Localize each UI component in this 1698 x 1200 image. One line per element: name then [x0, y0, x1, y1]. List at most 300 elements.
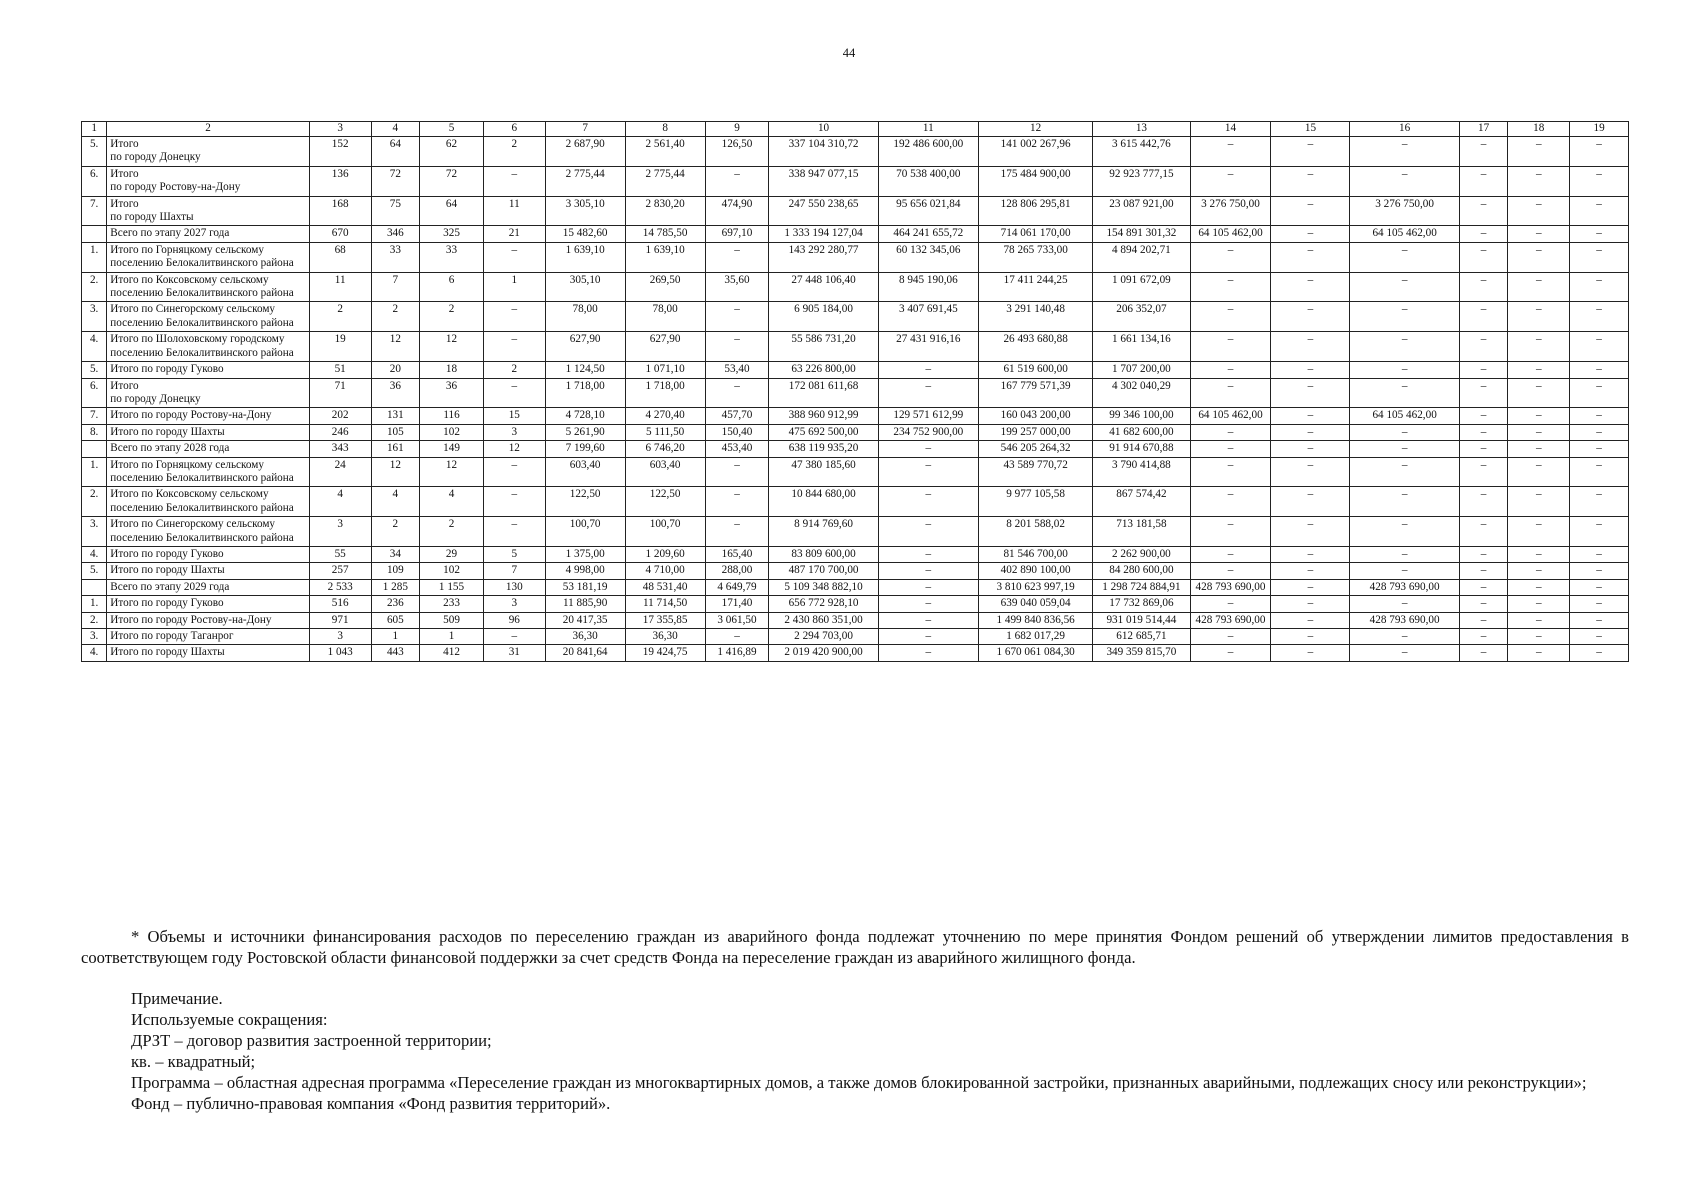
value-cell: –	[1459, 302, 1508, 332]
value-cell: 269,50	[625, 272, 705, 302]
value-cell: –	[705, 457, 769, 487]
value-cell: –	[1570, 332, 1629, 362]
value-cell: 91 914 670,88	[1093, 441, 1190, 457]
value-cell: 2	[309, 302, 371, 332]
value-cell: –	[1508, 226, 1570, 242]
value-cell: 509	[420, 612, 484, 628]
value-cell: 246	[309, 424, 371, 440]
value-cell: 428 793 690,00	[1350, 579, 1459, 595]
value-cell: 346	[371, 226, 420, 242]
value-cell: 1	[420, 629, 484, 645]
value-cell: 70 538 400,00	[878, 166, 978, 196]
value-cell: –	[1350, 242, 1459, 272]
value-cell: –	[1271, 629, 1350, 645]
municipality-cell: Всего по этапу 2028 года	[107, 441, 309, 457]
value-cell: 1 333 194 127,04	[769, 226, 878, 242]
table-row	[82, 487, 1629, 517]
column-header: 7	[545, 122, 625, 137]
value-cell: 412	[420, 645, 484, 661]
row-number-cell: 1.	[82, 242, 107, 272]
value-cell: 1 375,00	[545, 546, 625, 562]
value-cell: 102	[420, 424, 484, 440]
value-cell: 9 977 105,58	[978, 487, 1092, 517]
value-cell: 1 670 061 084,30	[978, 645, 1092, 661]
value-cell: –	[1570, 612, 1629, 628]
value-cell: –	[878, 441, 978, 457]
value-cell: 8 201 588,02	[978, 517, 1092, 547]
value-cell: 5 109 348 882,10	[769, 579, 878, 595]
row-number-cell: 3.	[82, 302, 107, 332]
value-cell: 7	[483, 563, 545, 579]
municipality-cell: Итого по городу Гуково	[107, 596, 309, 612]
table-row	[82, 362, 1629, 378]
value-cell: 2 687,90	[545, 137, 625, 167]
value-cell: 1 124,50	[545, 362, 625, 378]
value-cell: –	[1350, 629, 1459, 645]
value-cell: 130	[483, 579, 545, 595]
value-cell: 55 586 731,20	[769, 332, 878, 362]
row-number-cell: 6.	[82, 166, 107, 196]
value-cell: –	[705, 166, 769, 196]
column-header: 5	[420, 122, 484, 137]
value-cell: –	[705, 629, 769, 645]
row-number-cell: 1.	[82, 457, 107, 487]
row-number-cell: 1.	[82, 596, 107, 612]
value-cell: –	[1570, 226, 1629, 242]
value-cell: 713 181,58	[1093, 517, 1190, 547]
value-cell: 109	[371, 563, 420, 579]
value-cell: –	[1271, 272, 1350, 302]
value-cell: –	[1508, 629, 1570, 645]
value-cell: –	[1508, 563, 1570, 579]
value-cell: 443	[371, 645, 420, 661]
municipality-cell: Итого по Коксовскому сельскому поселению Белокалитвинского района	[107, 487, 309, 517]
value-cell: 11 885,90	[545, 596, 625, 612]
municipality-cell: Итого по городу Ростову-на-Дону	[107, 408, 309, 424]
value-cell: 1	[371, 629, 420, 645]
footnote: * Объемы и источники финансирования расходов по переселению граждан из аварийного фонда подлежат уточнению по мере принятия Фондом решений об утверждении лимитов предоставления в соответствующем году Ростовской области финансовой поддержки за счет средств Фонда на переселение граждан из аварийного жилищного фонда.	[81, 927, 1629, 967]
column-header: 15	[1271, 122, 1350, 137]
value-cell: –	[1570, 563, 1629, 579]
value-cell: –	[878, 612, 978, 628]
table-row	[82, 408, 1629, 424]
value-cell: 34	[371, 546, 420, 562]
table-row	[82, 242, 1629, 272]
value-cell: 15 482,60	[545, 226, 625, 242]
value-cell: –	[1570, 424, 1629, 440]
value-cell: –	[1459, 441, 1508, 457]
table-row	[82, 457, 1629, 487]
value-cell: –	[1570, 272, 1629, 302]
column-header: 16	[1350, 122, 1459, 137]
value-cell: 2	[420, 302, 484, 332]
row-number-cell: 6.	[82, 378, 107, 408]
value-cell: 27 431 916,16	[878, 332, 978, 362]
value-cell: 36,30	[625, 629, 705, 645]
value-cell: 36	[420, 378, 484, 408]
abbreviation-item: кв. – квадратный;	[131, 1052, 256, 1071]
municipality-cell: Итого по городу Ростову-на-Дону	[107, 612, 309, 628]
value-cell: –	[1459, 242, 1508, 272]
value-cell: 63 226 800,00	[769, 362, 878, 378]
value-cell: 2 019 420 900,00	[769, 645, 878, 661]
table-row	[82, 517, 1629, 547]
value-cell: 7	[371, 272, 420, 302]
value-cell: –	[1350, 441, 1459, 457]
value-cell: –	[1350, 378, 1459, 408]
value-cell: –	[705, 517, 769, 547]
value-cell: –	[1350, 166, 1459, 196]
value-cell: –	[878, 378, 978, 408]
value-cell: –	[1271, 563, 1350, 579]
value-cell: –	[1570, 546, 1629, 562]
value-cell: 257	[309, 563, 371, 579]
value-cell: –	[1508, 441, 1570, 457]
value-cell: 92 923 777,15	[1093, 166, 1190, 196]
row-number-cell: 4.	[82, 645, 107, 661]
value-cell: –	[1459, 378, 1508, 408]
value-cell: –	[1508, 645, 1570, 661]
value-cell: 4 894 202,71	[1093, 242, 1190, 272]
table-row	[82, 272, 1629, 302]
table-row	[82, 302, 1629, 332]
table-row	[82, 612, 1629, 628]
value-cell: –	[1508, 272, 1570, 302]
value-cell: 99 346 100,00	[1093, 408, 1190, 424]
column-header: 1	[82, 122, 107, 137]
value-cell: –	[1271, 226, 1350, 242]
value-cell: 1 155	[420, 579, 484, 595]
value-cell: 714 061 170,00	[978, 226, 1092, 242]
value-cell: 172 081 611,68	[769, 378, 878, 408]
value-cell: 6 905 184,00	[769, 302, 878, 332]
column-header: 11	[878, 122, 978, 137]
value-cell: –	[1271, 546, 1350, 562]
value-cell: –	[878, 362, 978, 378]
value-cell: –	[1271, 487, 1350, 517]
value-cell: –	[1271, 332, 1350, 362]
value-cell: –	[1190, 137, 1271, 167]
value-cell: 1 707 200,00	[1093, 362, 1190, 378]
value-cell: 100,70	[545, 517, 625, 547]
value-cell: –	[1570, 362, 1629, 378]
table-row	[82, 629, 1629, 645]
value-cell: –	[1459, 629, 1508, 645]
row-number-cell	[82, 579, 107, 595]
municipality-cell: Итого по Горняцкому сельскому поселению Белокалитвинского района	[107, 242, 309, 272]
municipality-cell: Итого по городу Ростову-на-Дону	[107, 166, 309, 196]
value-cell: 234 752 900,00	[878, 424, 978, 440]
value-cell: 47 380 185,60	[769, 457, 878, 487]
value-cell: –	[1508, 166, 1570, 196]
municipality-cell: Итого по Синегорскому сельскому поселению Белокалитвинского района	[107, 302, 309, 332]
value-cell: 474,90	[705, 196, 769, 226]
value-cell: 1 682 017,29	[978, 629, 1092, 645]
value-cell: –	[1570, 242, 1629, 272]
value-cell: –	[483, 457, 545, 487]
value-cell: –	[1271, 612, 1350, 628]
table-row	[82, 441, 1629, 457]
value-cell: –	[1570, 596, 1629, 612]
value-cell: 11	[309, 272, 371, 302]
value-cell: 167 779 571,39	[978, 378, 1092, 408]
value-cell: 19	[309, 332, 371, 362]
value-cell: 1 499 840 836,56	[978, 612, 1092, 628]
value-cell: 475 692 500,00	[769, 424, 878, 440]
value-cell: 141 002 267,96	[978, 137, 1092, 167]
value-cell: –	[878, 563, 978, 579]
value-cell: –	[1190, 457, 1271, 487]
value-cell: 3 615 442,76	[1093, 137, 1190, 167]
value-cell: –	[1190, 272, 1271, 302]
value-cell: –	[1190, 441, 1271, 457]
value-cell: –	[1570, 166, 1629, 196]
value-cell: 2 262 900,00	[1093, 546, 1190, 562]
value-cell: 152	[309, 137, 371, 167]
value-cell: –	[1459, 579, 1508, 595]
value-cell: 8 945 190,06	[878, 272, 978, 302]
row-number-cell: 4.	[82, 332, 107, 362]
value-cell: 3	[483, 596, 545, 612]
value-cell: –	[1350, 424, 1459, 440]
value-cell: 51	[309, 362, 371, 378]
value-cell: –	[483, 302, 545, 332]
value-cell: 14 785,50	[625, 226, 705, 242]
value-cell: –	[1350, 645, 1459, 661]
value-cell: –	[1570, 137, 1629, 167]
value-cell: 627,90	[545, 332, 625, 362]
value-cell: –	[705, 487, 769, 517]
table-row	[82, 579, 1629, 595]
value-cell: 116	[420, 408, 484, 424]
value-cell: 4	[420, 487, 484, 517]
value-cell: 453,40	[705, 441, 769, 457]
value-cell: 36,30	[545, 629, 625, 645]
value-cell: 2 294 703,00	[769, 629, 878, 645]
municipality-cell: Итого по городу Донецку	[107, 378, 309, 408]
value-cell: –	[483, 242, 545, 272]
value-cell: –	[1570, 378, 1629, 408]
value-cell: –	[1459, 612, 1508, 628]
value-cell: 2	[483, 137, 545, 167]
value-cell: 487 170 700,00	[769, 563, 878, 579]
value-cell: 27 448 106,40	[769, 272, 878, 302]
value-cell: 78,00	[625, 302, 705, 332]
row-number-cell: 2.	[82, 272, 107, 302]
value-cell: 202	[309, 408, 371, 424]
value-cell: 100,70	[625, 517, 705, 547]
value-cell: –	[1271, 596, 1350, 612]
row-number-cell: 5.	[82, 362, 107, 378]
row-number-cell: 2.	[82, 612, 107, 628]
abbreviations-list	[81, 1030, 1629, 1114]
value-cell: –	[1350, 457, 1459, 487]
value-cell: 5 111,50	[625, 424, 705, 440]
value-cell: 305,10	[545, 272, 625, 302]
value-cell: 1 639,10	[625, 242, 705, 272]
value-cell: –	[1350, 332, 1459, 362]
value-cell: 5 261,90	[545, 424, 625, 440]
value-cell: 4 302 040,29	[1093, 378, 1190, 408]
value-cell: –	[1570, 457, 1629, 487]
table-header	[82, 122, 1629, 137]
value-cell: 516	[309, 596, 371, 612]
value-cell: –	[483, 629, 545, 645]
table-row	[82, 196, 1629, 226]
column-header: 8	[625, 122, 705, 137]
value-cell: –	[1459, 517, 1508, 547]
value-cell: 43 589 770,72	[978, 457, 1092, 487]
municipality-cell: Итого по городу Шахты	[107, 645, 309, 661]
value-cell: –	[878, 546, 978, 562]
value-cell: 5	[483, 546, 545, 562]
municipality-cell: Итого по Коксовскому сельскому поселению Белокалитвинского района	[107, 272, 309, 302]
table-row	[82, 332, 1629, 362]
value-cell: –	[1508, 378, 1570, 408]
value-cell: –	[1570, 196, 1629, 226]
value-cell: 2 830,20	[625, 196, 705, 226]
value-cell: 4	[309, 487, 371, 517]
value-cell: 55	[309, 546, 371, 562]
row-number-cell: 3.	[82, 517, 107, 547]
value-cell: 3 061,50	[705, 612, 769, 628]
municipality-cell: Всего по этапу 2029 года	[107, 579, 309, 595]
value-cell: 31	[483, 645, 545, 661]
value-cell: 697,10	[705, 226, 769, 242]
value-cell: 20 841,64	[545, 645, 625, 661]
value-cell: 12	[420, 332, 484, 362]
value-cell: 36	[371, 378, 420, 408]
value-cell: 7 199,60	[545, 441, 625, 457]
column-header: 18	[1508, 122, 1570, 137]
value-cell: –	[878, 629, 978, 645]
table-row	[82, 378, 1629, 408]
value-cell: –	[1459, 196, 1508, 226]
value-cell: –	[483, 487, 545, 517]
value-cell: 199 257 000,00	[978, 424, 1092, 440]
municipality-cell: Итого по городу Таганрог	[107, 629, 309, 645]
value-cell: –	[1350, 563, 1459, 579]
value-cell: 71	[309, 378, 371, 408]
value-cell: 192 486 600,00	[878, 137, 978, 167]
value-cell: –	[1459, 137, 1508, 167]
value-cell: 656 772 928,10	[769, 596, 878, 612]
value-cell: 83 809 600,00	[769, 546, 878, 562]
row-number-cell: 7.	[82, 408, 107, 424]
value-cell: 2 430 860 351,00	[769, 612, 878, 628]
value-cell: 3	[483, 424, 545, 440]
value-cell: 428 793 690,00	[1190, 612, 1271, 628]
value-cell: –	[1190, 362, 1271, 378]
value-cell: 236	[371, 596, 420, 612]
column-header: 19	[1570, 122, 1629, 137]
value-cell: 61 519 600,00	[978, 362, 1092, 378]
value-cell: –	[878, 579, 978, 595]
value-cell: –	[1271, 579, 1350, 595]
row-number-cell: 4.	[82, 546, 107, 562]
value-cell: 3	[309, 517, 371, 547]
notes-section	[81, 926, 1629, 1114]
value-cell: –	[1570, 487, 1629, 517]
value-cell: –	[1459, 272, 1508, 302]
value-cell: 122,50	[625, 487, 705, 517]
value-cell: 1 285	[371, 579, 420, 595]
value-cell: 12	[420, 457, 484, 487]
table-row	[82, 546, 1629, 562]
table-row	[82, 645, 1629, 661]
column-header: 3	[309, 122, 371, 137]
value-cell: 168	[309, 196, 371, 226]
value-cell: 84 280 600,00	[1093, 563, 1190, 579]
value-cell: –	[1350, 302, 1459, 332]
value-cell: 288,00	[705, 563, 769, 579]
value-cell: –	[705, 242, 769, 272]
value-cell: 3 276 750,00	[1350, 196, 1459, 226]
value-cell: 12	[371, 332, 420, 362]
value-cell: 53 181,19	[545, 579, 625, 595]
value-cell: –	[1190, 166, 1271, 196]
value-cell: –	[1508, 579, 1570, 595]
value-cell: –	[1271, 457, 1350, 487]
value-cell: 53,40	[705, 362, 769, 378]
value-cell: 20	[371, 362, 420, 378]
value-cell: –	[1508, 596, 1570, 612]
value-cell: 72	[371, 166, 420, 196]
value-cell: –	[1508, 517, 1570, 547]
value-cell: –	[705, 332, 769, 362]
value-cell: 3	[309, 629, 371, 645]
value-cell: –	[1350, 546, 1459, 562]
value-cell: 1 071,10	[625, 362, 705, 378]
value-cell: 10 844 680,00	[769, 487, 878, 517]
value-cell: 68	[309, 242, 371, 272]
value-cell: 337 104 310,72	[769, 137, 878, 167]
abbreviation-item: Программа – областная адресная программа «Переселение граждан из многоквартирных домов, а также домов блокированной застройки, признанных аварийными, подлежащих сносу или реконструкции»;	[131, 1073, 1587, 1092]
value-cell: 2 775,44	[625, 166, 705, 196]
value-cell: 428 793 690,00	[1350, 612, 1459, 628]
column-header: 10	[769, 122, 878, 137]
value-cell: 96	[483, 612, 545, 628]
value-cell: 17 411 244,25	[978, 272, 1092, 302]
value-cell: 64	[371, 137, 420, 167]
value-cell: 2	[371, 517, 420, 547]
value-cell: –	[1459, 408, 1508, 424]
municipality-cell: Итого по городу Шахты	[107, 563, 309, 579]
value-cell: 64 105 462,00	[1190, 408, 1271, 424]
value-cell: –	[1271, 424, 1350, 440]
value-cell: 2 775,44	[545, 166, 625, 196]
value-cell: 931 019 514,44	[1093, 612, 1190, 628]
value-cell: –	[1508, 408, 1570, 424]
value-cell: 2	[483, 362, 545, 378]
value-cell: –	[483, 378, 545, 408]
municipality-cell: Итого по Горняцкому сельскому поселению Белокалитвинского района	[107, 457, 309, 487]
value-cell: 3 810 623 997,19	[978, 579, 1092, 595]
value-cell: –	[1459, 596, 1508, 612]
value-cell: 457,70	[705, 408, 769, 424]
value-cell: –	[878, 457, 978, 487]
value-cell: 4	[371, 487, 420, 517]
value-cell: 62	[420, 137, 484, 167]
value-cell: 29	[420, 546, 484, 562]
table-body	[82, 137, 1629, 662]
value-cell: 428 793 690,00	[1190, 579, 1271, 595]
value-cell: –	[1271, 378, 1350, 408]
value-cell: –	[1570, 579, 1629, 595]
value-cell: –	[1350, 596, 1459, 612]
value-cell: 867 574,42	[1093, 487, 1190, 517]
page-number: 44	[842, 46, 856, 60]
